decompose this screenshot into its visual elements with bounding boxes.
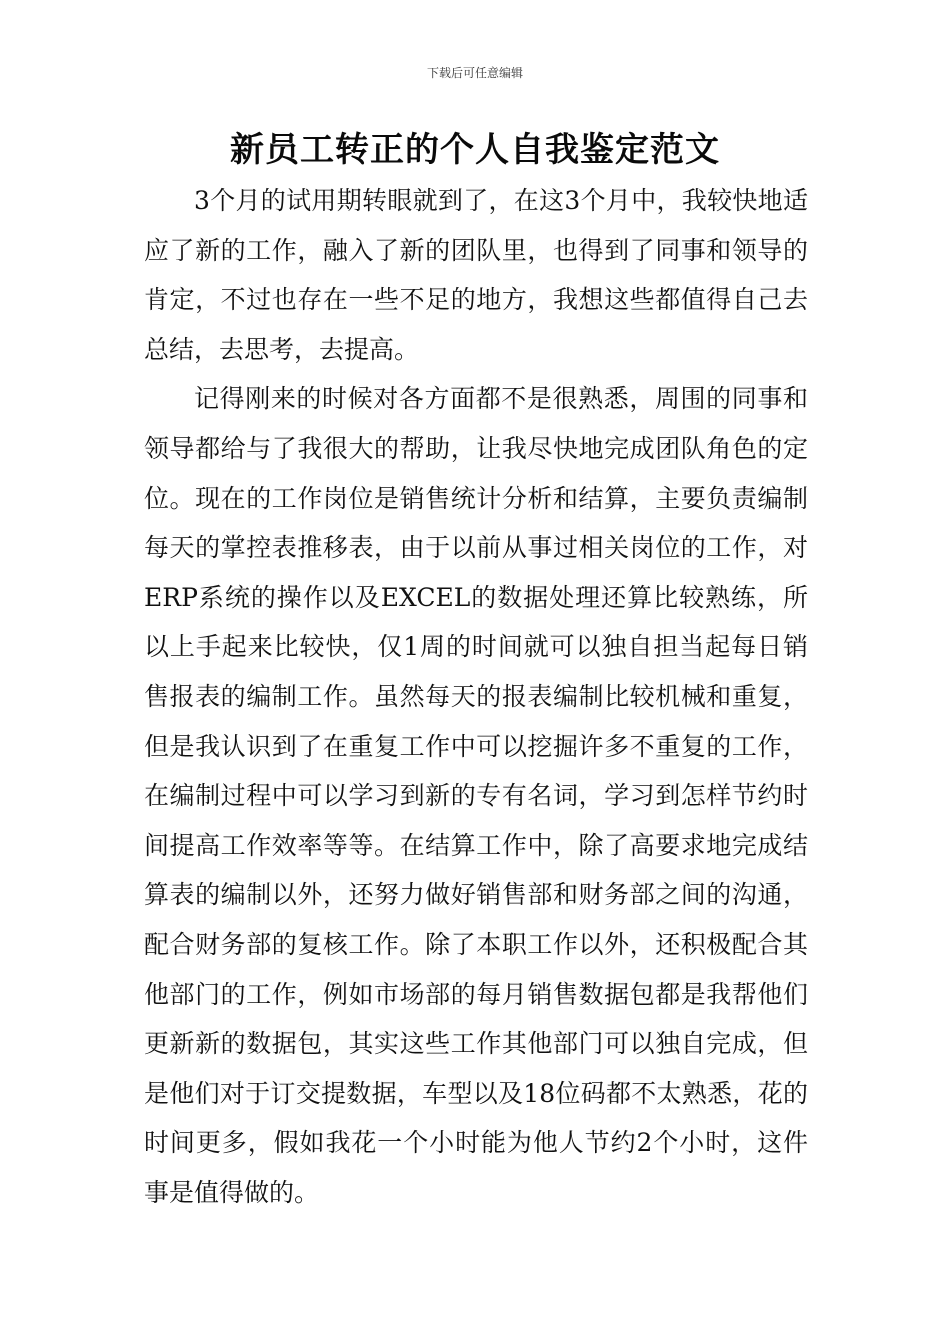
document-title: 新员工转正的个人自我鉴定范文: [230, 130, 720, 170]
paragraph-1: 3个月的试用期转眼就到了，在这3个月中，我较快地适应了新的工作，融入了新的团队里，也得到了同事和领导的肯定，不过也存在一些不足的地方，我想这些都值得自己去总结，去思考，去提高。: [144, 186, 808, 364]
header-note: 下载后可任意编辑: [426, 66, 523, 80]
document-body: [144, 176, 808, 1217]
paragraph-2: 记得刚来的时候对各方面都不是很熟悉，周围的同事和领导都给与了我很大的帮助，让我尽快地完成团队角色的定位。现在的工作岗位是销售统计分析和结算，主要负责编制每天的掌控表推移表，由于以前从事过相关岗位的工作，对ERP系统的操作以及EXCEL的数据处理还算比较熟练，所以上手起来比较快，仅1周的时间就可以独自担当起每日销售报表的编制工作。虽然每天的报表编制比较机械和重复，但是我认识到了在重复工作中可以挖掘许多不重复的工作，在编制过程中可以学习到新的专有名词，学习到怎样节约时间提高工作效率等等。在结算工作中，除了高要求地完成结算表的编制以外，还努力做好销售部和财务部之间的沟通，配合财务部的复核工作。除了本职工作以外，还积极配合其他部门的工作，例如市场部的每月销售数据包都是我帮他们更新新的数据包，其实这些工作其他部门可以独自完成，但是他们对于订交提数据，车型以及18位码都不太熟悉，花的时间更多，假如我花一个小时能为他人节约2个小时，这件事是值得做的。: [144, 384, 808, 1207]
